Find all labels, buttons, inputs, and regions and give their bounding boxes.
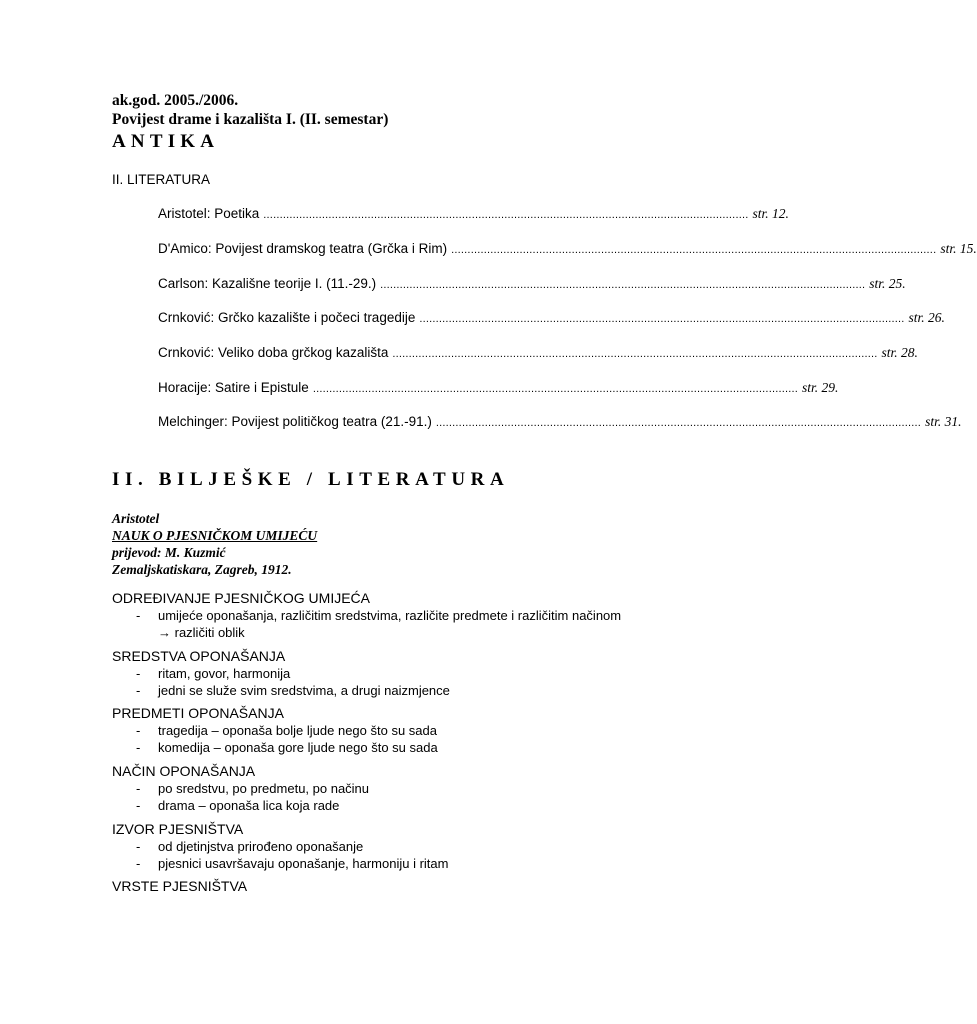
toc-entry-page: str. 29.: [802, 380, 839, 395]
toc-entry-title: Crnković: Veliko doba grčkog kazališta: [158, 345, 389, 360]
course-title: Povijest drame i kazališta I. (II. semestar): [112, 111, 389, 128]
toc-entry: [158, 241, 977, 259]
toc-entry-title: Melchinger: Povijest političkog teatra (21.-91.): [158, 414, 432, 429]
bullet-dash: -: [136, 723, 141, 738]
list-item-continuation: → različiti oblik: [158, 625, 245, 640]
list-item: [136, 838, 363, 855]
toc-entry-title: Aristotel: Poetika: [158, 206, 260, 221]
biblio-translation: prijevod: M. Kuzmić: [112, 545, 226, 560]
academic-year: ak.god. 2005./2006.: [112, 92, 239, 109]
topic-heading: IZVOR PJESNIŠTVA: [112, 821, 244, 837]
notes-section-title: II. BILJEŠKE / LITERATURA: [112, 469, 510, 490]
toc-leader-dots: .....................................................................................................................................................: [392, 348, 878, 360]
list-item: [136, 780, 369, 797]
toc-entry-title: Crnković: Grčko kazalište i počeci tragedije: [158, 310, 416, 325]
toc-entry: [158, 380, 839, 398]
list-item-text: pjesnici usavršavaju oponašanje, harmoniju i ritam: [158, 856, 449, 871]
biblio-publisher: Zemaljskatiskara, Zagreb, 1912.: [112, 562, 292, 577]
toc-entry: [158, 345, 918, 363]
toc-entry-title: Carlson: Kazališne teorije I. (11.-29.): [158, 276, 377, 291]
toc-entry: [158, 310, 945, 328]
list-item: [136, 797, 339, 814]
toc-leader-dots: .....................................................................................................................................................: [312, 383, 798, 395]
list-item: [136, 855, 448, 872]
bullet-dash: -: [136, 683, 141, 698]
toc-leader-dots: .....................................................................................................................................................: [435, 417, 922, 429]
list-item-text: tragedija – oponaša bolje ljude nego što su sada: [158, 723, 437, 738]
bullet-dash: -: [136, 798, 141, 813]
bullet-dash: -: [136, 781, 141, 796]
list-item: [136, 665, 290, 682]
toc-entry: [158, 414, 962, 432]
toc-entry: [158, 206, 789, 224]
list-item: [136, 682, 450, 699]
list-item-text: jedni se služe svim sredstvima, a drugi naizmjence: [158, 683, 450, 698]
topic-heading: VRSTE PJESNIŠTVA: [112, 878, 248, 894]
bullet-dash: -: [136, 740, 141, 755]
bullet-dash: -: [136, 666, 141, 681]
list-item-text: komedija – oponaša gore ljude nego što su sada: [158, 740, 438, 755]
toc-entry-page: str. 26.: [908, 310, 945, 325]
list-item: [136, 739, 438, 756]
toc-leader-dots: .....................................................................................................................................................: [419, 313, 905, 325]
list-item-text: po sredstvu, po predmetu, po načinu: [158, 781, 370, 796]
bullet-dash: -: [136, 608, 141, 623]
bullet-dash: -: [136, 839, 141, 854]
list-item-text: drama – oponaša lica koja rade: [158, 798, 340, 813]
biblio-work-title: NAUK O PJESNIČKOM UMIJEĆU: [112, 528, 318, 543]
literature-label: II. LITERATURA: [112, 172, 211, 187]
toc-entry: [158, 276, 906, 294]
list-item-text: od djetinjstva prirođeno oponašanje: [158, 839, 364, 854]
toc-entry-page: str. 15.: [940, 241, 977, 256]
topic-heading: NAČIN OPONAŠANJA: [112, 763, 256, 779]
list-item: [136, 722, 437, 739]
toc-entry-title: D'Amico: Povijest dramskog teatra (Grčka i Rim): [158, 241, 448, 256]
biblio-author: Aristotel: [112, 511, 160, 526]
list-item-text: umijeće oponašanja, različitim sredstvima, različite predmete i različitim načinom: [158, 608, 622, 623]
toc-entry-page: str. 28.: [881, 345, 918, 360]
toc-entry-page: str. 25.: [869, 276, 906, 291]
topic-heading: PREDMETI OPONAŠANJA: [112, 705, 284, 721]
toc-entry-page: str. 31.: [925, 414, 962, 429]
toc-entry-page: str. 12.: [752, 206, 789, 221]
antika-title: ANTIKA: [112, 131, 220, 152]
toc-leader-dots: .....................................................................................................................................................: [451, 244, 937, 256]
topic-heading: ODREĐIVANJE PJESNIČKOG UMIJEĆA: [112, 590, 371, 606]
toc-entry-title: Horacije: Satire i Epistule: [158, 380, 309, 395]
toc-leader-dots: .....................................................................................................................................................: [380, 279, 866, 291]
list-item-text: ritam, govor, harmonija: [158, 666, 291, 681]
toc-leader-dots: .....................................................................................................................................................: [263, 209, 749, 221]
topic-heading: SREDSTVA OPONAŠANJA: [112, 648, 286, 664]
bullet-dash: -: [136, 856, 141, 871]
list-item: [136, 607, 621, 624]
